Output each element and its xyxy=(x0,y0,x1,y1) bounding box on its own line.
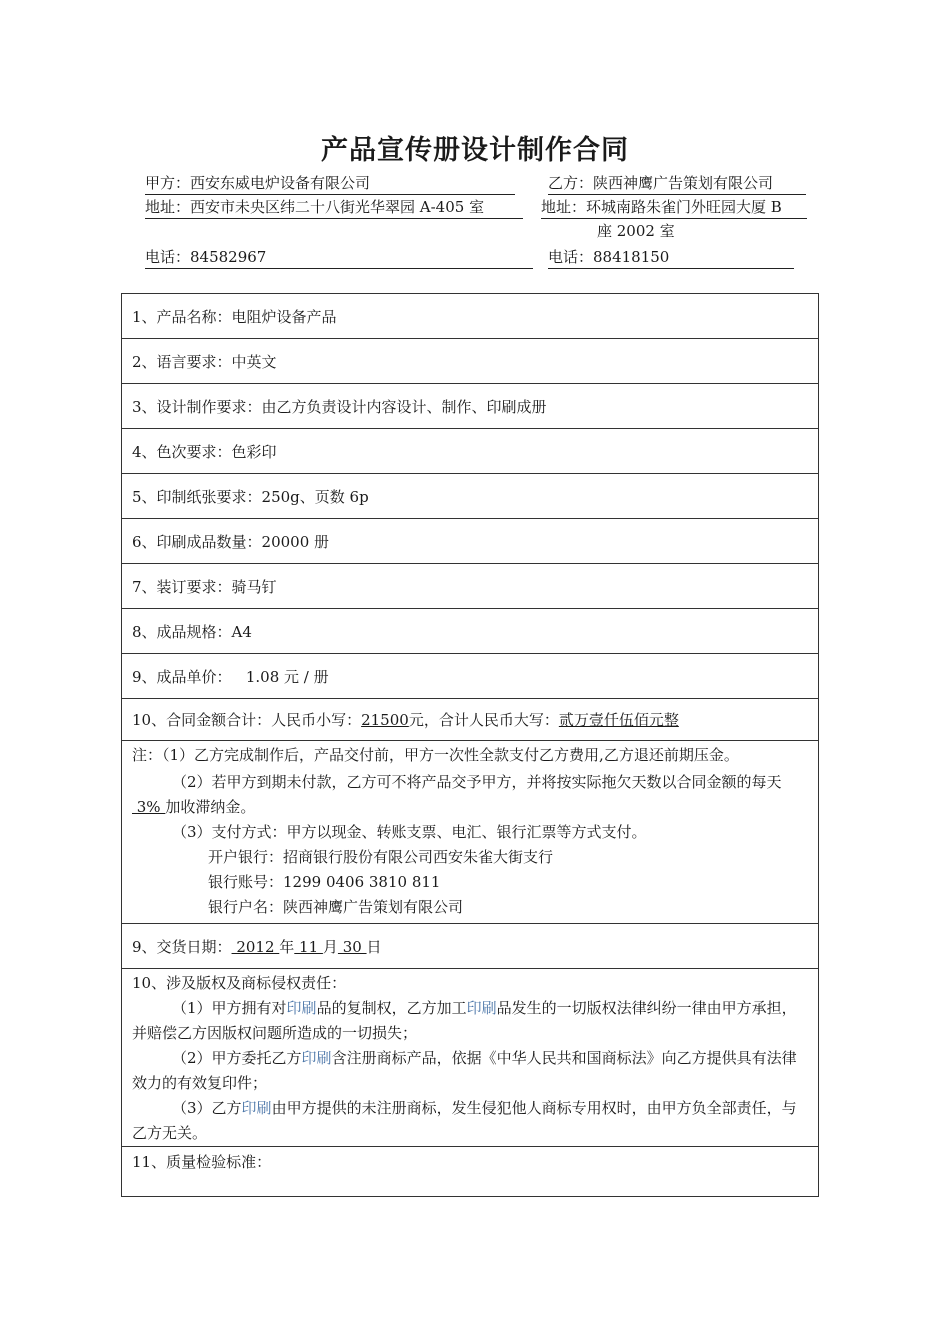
party-a-name: 甲方：西安东威电炉设备有限公司 xyxy=(145,172,515,195)
item-language: 2、语言要求：中英文 xyxy=(122,339,819,384)
rights-2: （2）甲方委托乙方印刷含注册商标产品，依据《中华人民共和国商标法》向乙方提供具有法律效力的有效复印件； xyxy=(132,1049,797,1092)
contract-terms-table xyxy=(121,293,819,1197)
note-1: 注：（1）乙方完成制作后，产品交付前，甲方一次性全款支付乙方费用,乙方退还前期压金。 xyxy=(132,746,739,764)
contract-title: 产品宣传册设计制作合同 xyxy=(321,135,629,166)
item-spec: 8、成品规格：A4 xyxy=(122,609,819,654)
amount-small: 21500 xyxy=(361,711,409,729)
item-contract-amount: 10、合同金额合计：人民币小写：21500元，合计人民币大写：贰万壹仟伍佰元整 xyxy=(122,699,819,741)
item-paper: 5、印制纸张要求：250g、页数 6p xyxy=(122,474,819,519)
item-color: 4、色次要求：色彩印 xyxy=(122,429,819,474)
amount-big: 贰万壹仟伍佰元整 xyxy=(558,711,679,729)
party-b-address-cont: 座 2002 室 xyxy=(597,222,675,240)
party-a-phone: 电话：84582967 xyxy=(145,246,533,269)
item-quality-standard: 11、质量检验标准： xyxy=(122,1147,819,1197)
bank-name: 开户银行：招商银行股份有限公司西安朱雀大街支行 xyxy=(208,848,554,866)
item-binding: 7、装订要求：骑马钉 xyxy=(122,564,819,609)
bank-account: 银行账号：1299 0406 3810 811 xyxy=(208,873,441,891)
item-design-requirement: 3、设计制作要求：由乙方负责设计内容设计、制作、印刷成册 xyxy=(122,384,819,429)
rights-1: （1）甲方拥有对印刷品的复制权，乙方加工印刷品发生的一切版权法律纠纷一律由甲方承担，并赔偿乙方因版权问题所造成的一切损失； xyxy=(132,999,797,1042)
note-3: （3）支付方式：甲方以现金、转账支票、电汇、银行汇票等方式支付。 xyxy=(172,823,647,841)
payment-notes xyxy=(122,741,819,924)
party-b-name: 乙方：陕西神鹰广告策划有限公司 xyxy=(548,172,806,195)
bank-account-name: 银行户名：陕西神鹰广告策划有限公司 xyxy=(208,898,464,916)
note-2: （2）若甲方到期未付款，乙方可不将产品交予甲方，并将按实际拖欠天数以合同金额的每天 3% 加收滞纳金。 xyxy=(132,773,782,816)
item-delivery-date: 9、交货日期： 2012 年 11 月 30 日 xyxy=(122,924,819,969)
party-a-address: 地址：西安市未央区纬二十八街光华翠园 A-405 室 xyxy=(145,196,523,219)
rights-title: 10、涉及版权及商标侵权责任： xyxy=(132,974,347,992)
party-b-phone: 电话：88418150 xyxy=(548,246,794,269)
item-quantity: 6、印刷成品数量：20000 册 xyxy=(122,519,819,564)
party-b-address: 地址：环城南路朱雀门外旺园大厦 B xyxy=(541,196,807,219)
item-product-name: 1、产品名称：电阻炉设备产品 xyxy=(122,294,819,339)
copyright-liability xyxy=(122,969,819,1147)
item-unit-price: 9、成品单价： 1.08 元 / 册 xyxy=(122,654,819,699)
rights-3: （3）乙方印刷由甲方提供的未注册商标，发生侵犯他人商标专用权时，由甲方负全部责任，与乙方无关。 xyxy=(132,1099,797,1142)
